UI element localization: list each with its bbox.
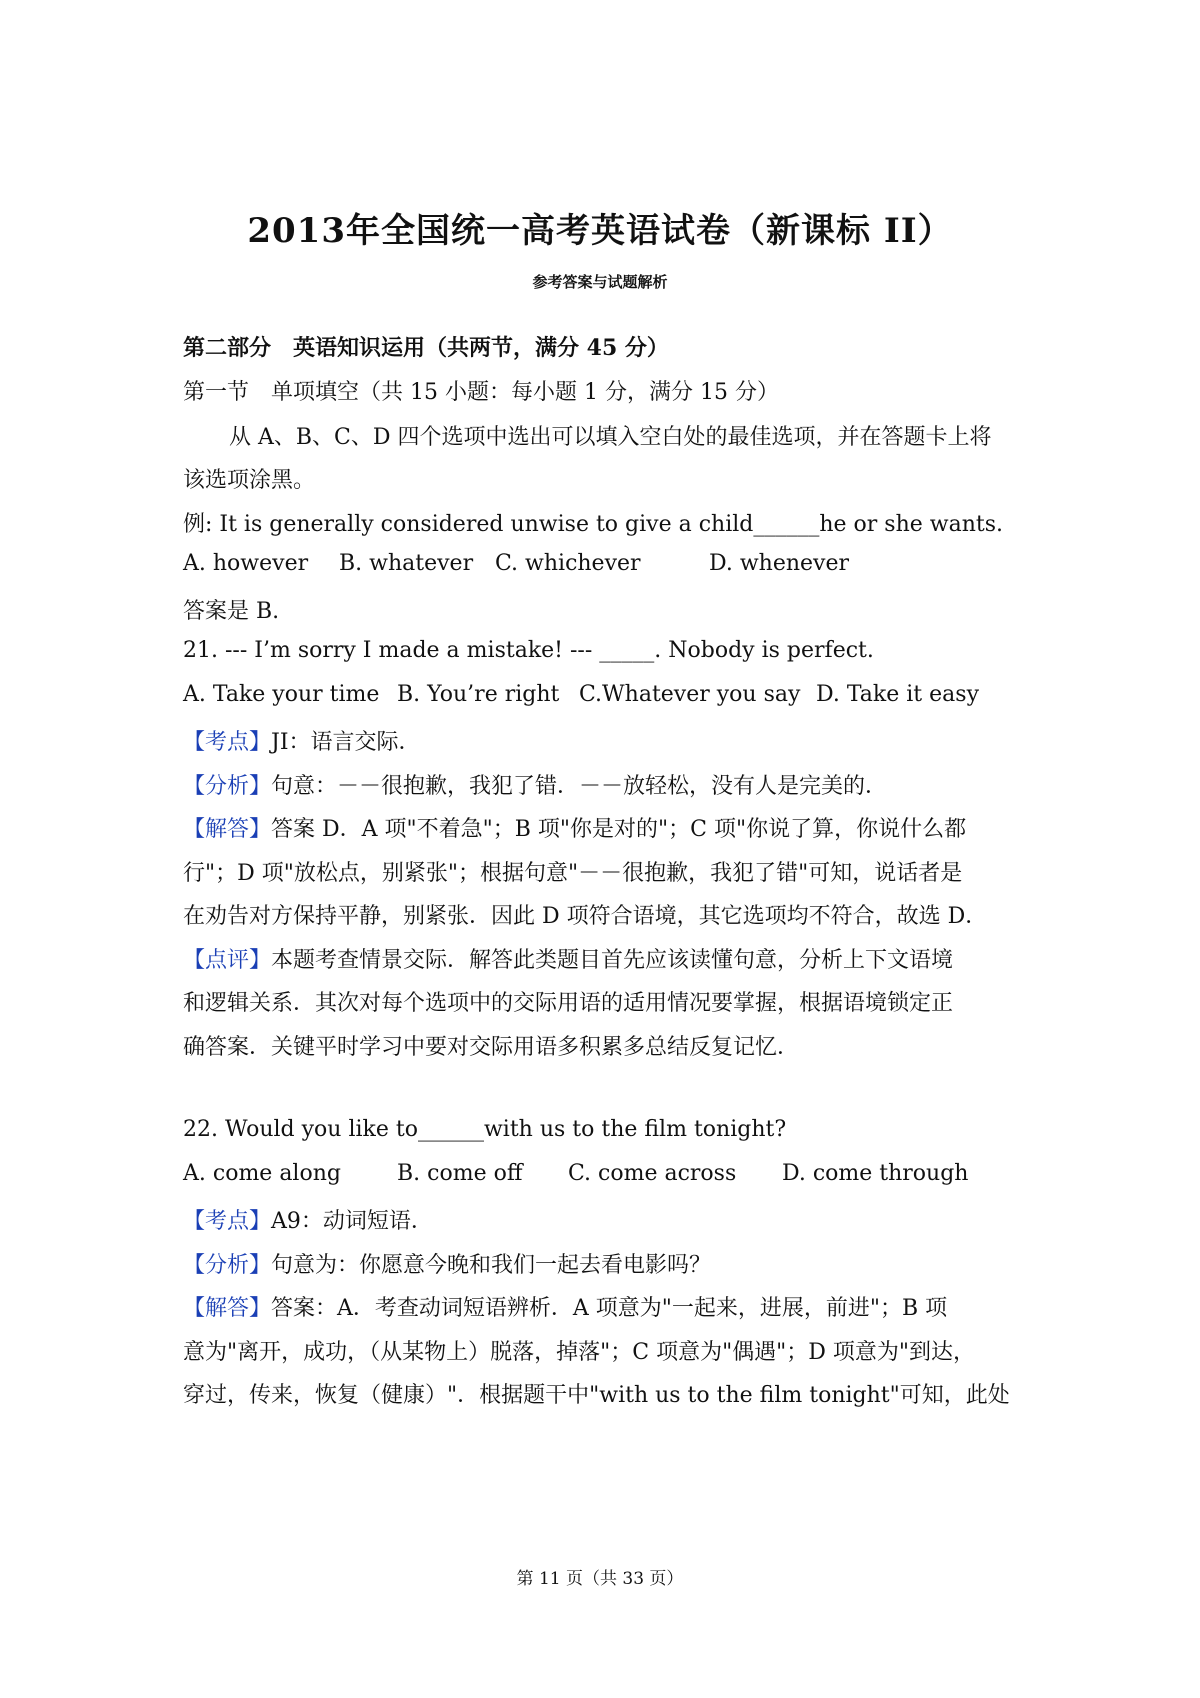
part-heading: 第二部分 英语知识运用（共两节，满分 45 分）: [183, 335, 669, 361]
q21-kaodian: [183, 725, 1023, 756]
q21-kaodian-text: JI：语言交际．: [271, 730, 421, 755]
example-option-d: D. whenever: [709, 551, 850, 576]
q21-jieda-text-1: 答案 D．A 项"不着急"；B 项"你是对的"；C 项"你说了算，你说什么都: [271, 817, 967, 842]
q21-jieda: [183, 812, 1023, 843]
example-answer: 答案是 B.: [183, 599, 280, 624]
q22-jieda-line-2: 意为"离开，成功，（从某物上）脱落，掉落"；C 项意为"偶遇"；D 项意为"到达，: [183, 1340, 976, 1365]
q21-question: 21. --- I’m sorry I made a mistake! --- _____. Nobody is perfect.: [183, 638, 874, 663]
kaodian-tag: 【考点】: [183, 1209, 272, 1234]
jieda-tag: 【解答】: [183, 817, 272, 842]
q21-jieda-line-3: 在劝告对方保持平静，别紧张．因此 D 项符合语境，其它选项均不符合，故选 D．: [183, 904, 988, 929]
example-option-a: A. however: [183, 551, 309, 576]
q21-dianping-line-2: 和逻辑关系．其次对每个选项中的交际用语的适用情况要掌握，根据语境锁定正: [183, 991, 954, 1016]
kaodian-tag: 【考点】: [183, 730, 272, 755]
section-heading: 第一节 单项填空（共 15 小题：每小题 1 分，满分 15 分）: [183, 380, 779, 405]
q22-jieda: [183, 1291, 1023, 1322]
q22-fenxi: [183, 1248, 1023, 1279]
q22-option-a: A. come along: [183, 1161, 341, 1186]
q21-fenxi: [183, 769, 1023, 800]
q21-dianping-text-1: 本题考查情景交际．解答此类题目首先应该读懂句意，分析上下文语境: [271, 948, 954, 973]
q21-option-a: A. Take your time: [183, 682, 380, 707]
q21-jieda-line-2: 行"；D 项"放松点，别紧张"；根据句意"－－很抱歉，我犯了错"可知，说话者是: [183, 861, 963, 886]
q21-dianping-line-3: 确答案．关键平时学习中要对交际用语多积累多总结反复记忆．: [183, 1035, 800, 1060]
fenxi-tag: 【分析】: [183, 1253, 272, 1278]
instruction-line-2: 该选项涂黑。: [183, 468, 316, 493]
q22-jieda-line-3: 穿过，传来，恢复（健康）"．根据题干中"with us to the film tonight"可知，此处: [183, 1383, 1010, 1408]
fenxi-tag: 【分析】: [183, 774, 272, 799]
page-subtitle: 参考答案与试题解析: [532, 273, 668, 291]
q21-option-d: D. Take it easy: [816, 682, 979, 707]
jieda-tag: 【解答】: [183, 1296, 272, 1321]
q21-fenxi-text: 句意：－－很抱歉，我犯了错．－－放轻松，没有人是完美的．: [271, 774, 888, 799]
example-options: [183, 551, 1023, 576]
example-option-c: C. whichever: [495, 551, 641, 576]
q22-jieda-text-1: 答案：A．考查动词短语辨析．A 项意为"一起来，进展，前进"；B 项: [271, 1296, 948, 1321]
dianping-tag: 【点评】: [183, 948, 272, 973]
instruction-line-1: 从 A、B、C、D 四个选项中选出可以填入空白处的最佳选项，并在答题卡上将: [229, 425, 992, 450]
q22-question: 22. Would you like to______with us to the film tonight?: [183, 1117, 787, 1142]
example-question: 例: It is generally considered unwise to give a child______he or she wants.: [183, 512, 1003, 537]
q22-kaodian-text: A9：动词短语．: [271, 1209, 433, 1234]
example-option-b: B. whatever: [339, 551, 474, 576]
q21-option-b: B. You’re right: [397, 682, 560, 707]
page-footer: 第 11 页（共 33 页）: [516, 1569, 684, 1589]
q22-option-d: D. come through: [782, 1161, 969, 1186]
q22-fenxi-text: 句意为：你愿意今晚和我们一起去看电影吗？: [271, 1253, 712, 1278]
q22-options: [183, 1161, 1023, 1186]
q21-dianping: [183, 943, 1023, 974]
q21-option-c: C.Whatever you say: [579, 682, 801, 707]
q22-option-b: B. come off: [397, 1161, 523, 1186]
q22-kaodian: [183, 1204, 1023, 1235]
page-title: 2013年全国统一高考英语试卷（新课标 II）: [247, 211, 953, 251]
q21-options: [183, 682, 1023, 707]
q22-option-c: C. come across: [568, 1161, 737, 1186]
